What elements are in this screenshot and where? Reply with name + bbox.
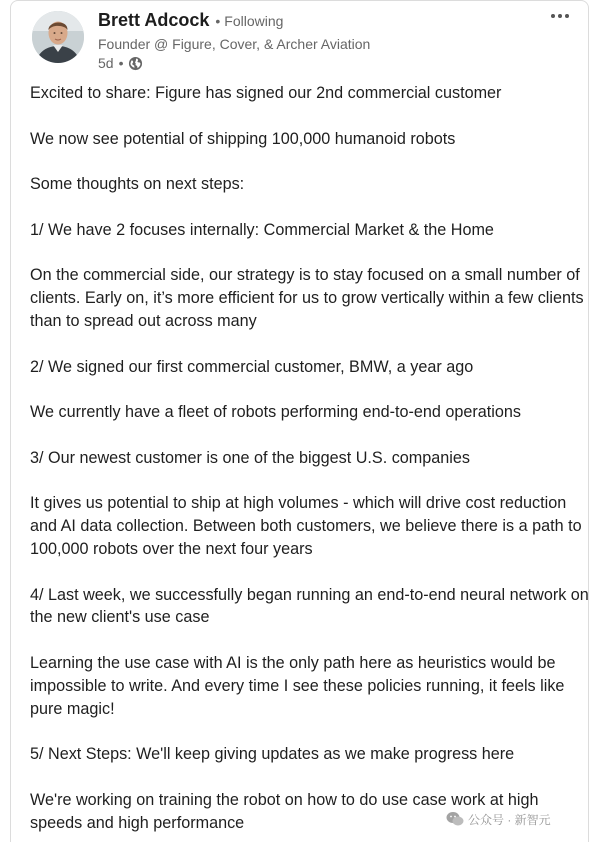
globe-icon <box>128 56 143 71</box>
post-paragraph: It gives us potential to ship at high volumes - which will drive cost reduction and AI data collection. Between both customers, we believe there is a path to 100,000 robots over the next four years <box>30 494 582 558</box>
post-paragraph: We now see potential of shipping 100,000 humanoid robots <box>30 129 456 148</box>
post-meta <box>98 55 143 71</box>
follow-status[interactable]: Following <box>224 13 284 29</box>
wechat-icon <box>446 811 464 827</box>
post-body <box>30 82 590 842</box>
author-line <box>98 10 283 34</box>
post-paragraph: Learning the use case with AI is the only path here as heuristics would be impossible to write. And every time I see these policies running, it feels like pure magic! <box>30 653 565 718</box>
post-paragraph: On the commercial side, our strategy is to stay focused on a small number of clients. Early on, it’s more efficient for us to grow vertically within a few clients than to spread out across many <box>30 266 584 330</box>
post-paragraph: 5/ Next Steps: We'll keep giving updates as we make progress here <box>30 745 515 764</box>
post-paragraph: We currently have a fleet of robots performing end-to-end operations <box>30 403 521 422</box>
meta-separator: • <box>118 55 124 71</box>
post-header <box>0 0 600 80</box>
avatar[interactable] <box>32 11 84 63</box>
more-horizontal-icon <box>550 13 570 19</box>
author-headline: Founder @ Figure, Cover, & Archer Aviation <box>98 36 371 52</box>
author-name[interactable]: Brett Adcock <box>98 10 210 30</box>
post-paragraph: 2/ We signed our first commercial customer, BMW, a year ago <box>30 357 474 376</box>
post-paragraph: 3/ Our newest customer is one of the biggest U.S. companies <box>30 448 470 467</box>
post-paragraph: Excited to share: Figure has signed our 2nd commercial customer <box>30 84 502 102</box>
avatar-photo <box>32 11 84 63</box>
post-age: 5d <box>98 55 114 71</box>
separator-dot: • <box>215 13 221 29</box>
watermark-text: 公众号 · 新智元 <box>468 812 551 827</box>
post-paragraph: 1/ We have 2 focuses internally: Commercial Market & the Home <box>30 220 494 239</box>
watermark <box>446 806 551 832</box>
post-paragraph: Some thoughts on next steps: <box>30 175 245 194</box>
more-options-button[interactable] <box>546 6 574 26</box>
post-paragraph: 4/ Last week, we successfully began running an end-to-end neural network on the new client's use case <box>30 585 589 627</box>
post-paragraph: We're working on training the robot on how to do use case work at high speeds and high performance <box>30 790 539 832</box>
